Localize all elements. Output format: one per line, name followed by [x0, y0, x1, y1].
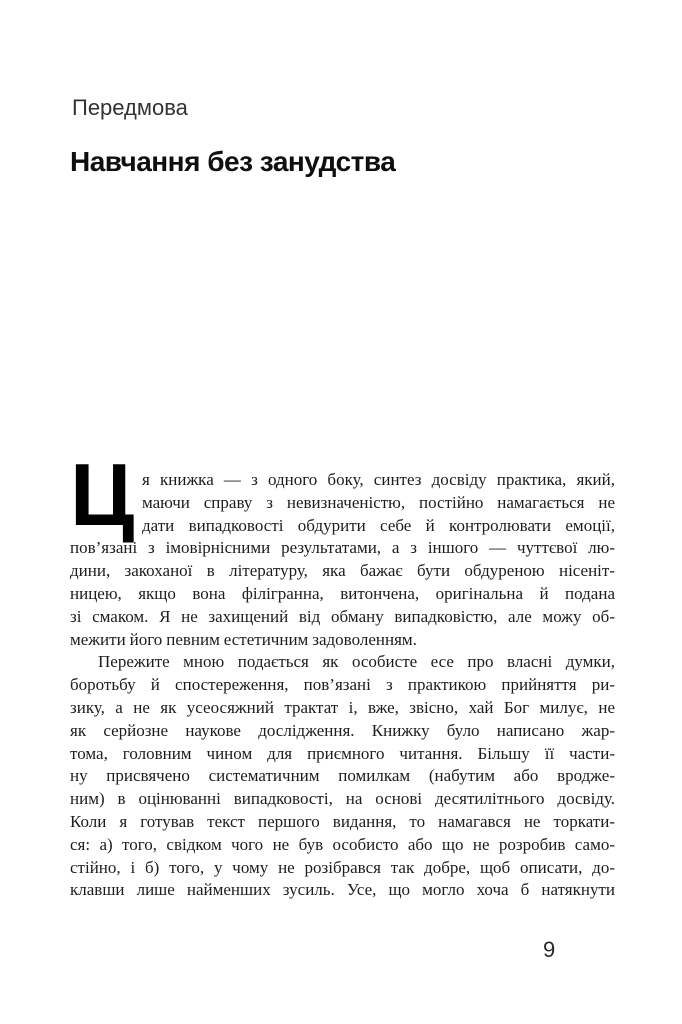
- text-line: пов’язані з імовірнісними результатами, а з іншого — чуттєвої лю-: [70, 538, 615, 558]
- text-line: Коли я готував текст першого видання, то намагався не торкати-: [70, 811, 615, 831]
- text-line: стійно, і б) того, у чому не розібрався так добре, щоб описати, до-: [70, 857, 615, 877]
- text-line: маючи справу з невизначеністю, постійно намагається не: [142, 492, 615, 512]
- body-text: [70, 445, 615, 902]
- text-line: ним) в оцінюванні випадковості, на основі десятилітнього досвіду.: [70, 789, 615, 809]
- drop-cap: Ц: [70, 445, 135, 544]
- chapter-title: Навчання без занудства: [70, 146, 396, 177]
- page-number: 9: [543, 937, 556, 962]
- text-line: ся: а) того, свідком чого не був особисто або що не розробив само-: [70, 834, 615, 854]
- paragraph-2: [70, 651, 615, 902]
- text-line: дати випадковості обдурити себе й контролювати емоції,: [142, 515, 615, 535]
- section-label: Передмова: [72, 95, 188, 120]
- paragraph-1: [70, 445, 615, 651]
- text-line: клавши лише найменших зусиль. Усе, що могло хоча б натякнути: [70, 880, 615, 900]
- text-line: межити його певним естетичним задоволенням.: [70, 629, 417, 649]
- text-line: я книжка — з одного боку, синтез досвіду практика, який,: [142, 470, 615, 489]
- text-line: боротьбу й спостереження, пов’язані з практикою прийняття ри-: [70, 675, 615, 695]
- text-line: Пережите мною подається як особисте есе про власні думки,: [98, 652, 615, 672]
- text-line: як серйозне наукове дослідження. Книжку було написано жар-: [70, 720, 615, 740]
- text-line: зику, а не як усеосяжний трактат і, вже, звісно, хай Бог милує, не: [70, 697, 615, 717]
- text-line: дини, закоханої в літературу, яка бажає бути обдуреною нісеніт-: [70, 561, 615, 581]
- text-line: тома, головним чином для приємного читання. Більшу її части-: [70, 743, 615, 763]
- text-line: ну присвячено систематичним помилкам (набутим або вродже-: [70, 766, 615, 786]
- text-line: ницею, якщо вона філігранна, витончена, оригінальна й подана: [70, 583, 615, 603]
- text-line: зі смаком. Я не захищений від обману випадковістю, але можу об-: [70, 606, 615, 626]
